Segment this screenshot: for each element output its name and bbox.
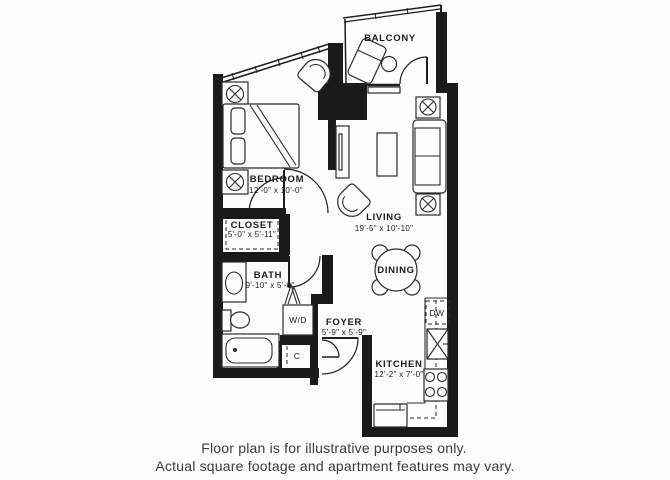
wall-left	[213, 74, 223, 378]
balcony-label: BALCONY	[364, 33, 416, 44]
bath-dims: 9'-10" x 5'-0"	[245, 281, 295, 290]
bedroom-furniture	[222, 54, 336, 194]
coffee-table	[377, 133, 397, 176]
bedroom-dims: 12'-0" x 10'-0"	[249, 186, 303, 195]
bathtub-drain	[233, 348, 237, 352]
bed-pillow	[231, 108, 245, 134]
dining-label: DINING	[377, 265, 415, 276]
balcony-door-swing	[400, 57, 427, 84]
living-label: LIVING	[366, 212, 402, 223]
disclaimer-line1: Floor plan is for illustrative purposes only.	[201, 440, 467, 456]
closet-label: CLOSET	[230, 220, 274, 231]
dishwasher-label: DW	[429, 308, 445, 318]
wall-closet-right	[279, 214, 290, 255]
wall-bath-top	[213, 252, 289, 262]
washer-dryer-label: W/D	[289, 315, 307, 325]
wall-foyer-vertical	[322, 255, 333, 304]
wall-core-mass	[318, 83, 367, 120]
wall-kitchen-left	[362, 335, 372, 428]
living-window-sill	[368, 87, 400, 93]
bath-label: BATH	[253, 270, 283, 281]
kitchen-dims: 12'-2" x 7'-0"	[374, 370, 424, 379]
closet-c-label: C	[293, 351, 301, 361]
closet-dims: 5'-0" x 5'-11"	[227, 230, 277, 239]
disclaimer-line2: Actual square footage and apartment features may vary.	[155, 458, 515, 474]
foyer-label: FOYER	[325, 317, 363, 328]
living-dims: 19'-5" x 10'-10"	[354, 224, 414, 233]
refrigerator	[374, 404, 407, 427]
toilet-tank	[222, 310, 231, 331]
entry-closet-door-swing	[322, 340, 339, 357]
balcony-table	[382, 57, 397, 72]
bed-pillow	[231, 138, 245, 164]
foyer-dims: 5'-9" x 5'-9"	[321, 328, 367, 337]
railing-left	[345, 19, 346, 84]
wall-right-step	[436, 83, 458, 93]
wall-entry-left	[310, 341, 318, 385]
wall-bottom	[213, 368, 319, 378]
lounge-chair	[347, 37, 387, 84]
wall-right-lower	[447, 87, 458, 437]
balcony-furniture	[347, 37, 397, 84]
bedroom-label: BEDROOM	[249, 174, 305, 185]
wall-kitchen-bottom	[362, 427, 458, 437]
wall-right-upper	[436, 12, 447, 92]
disclaimer	[155, 440, 514, 474]
tv	[339, 134, 342, 170]
entry-door-swing	[322, 338, 358, 374]
kitchen-label: KITCHEN	[375, 359, 423, 370]
wall-window-end	[328, 43, 343, 85]
wall-bedroom-living-divider	[328, 118, 336, 170]
toilet-bowl	[231, 312, 250, 328]
